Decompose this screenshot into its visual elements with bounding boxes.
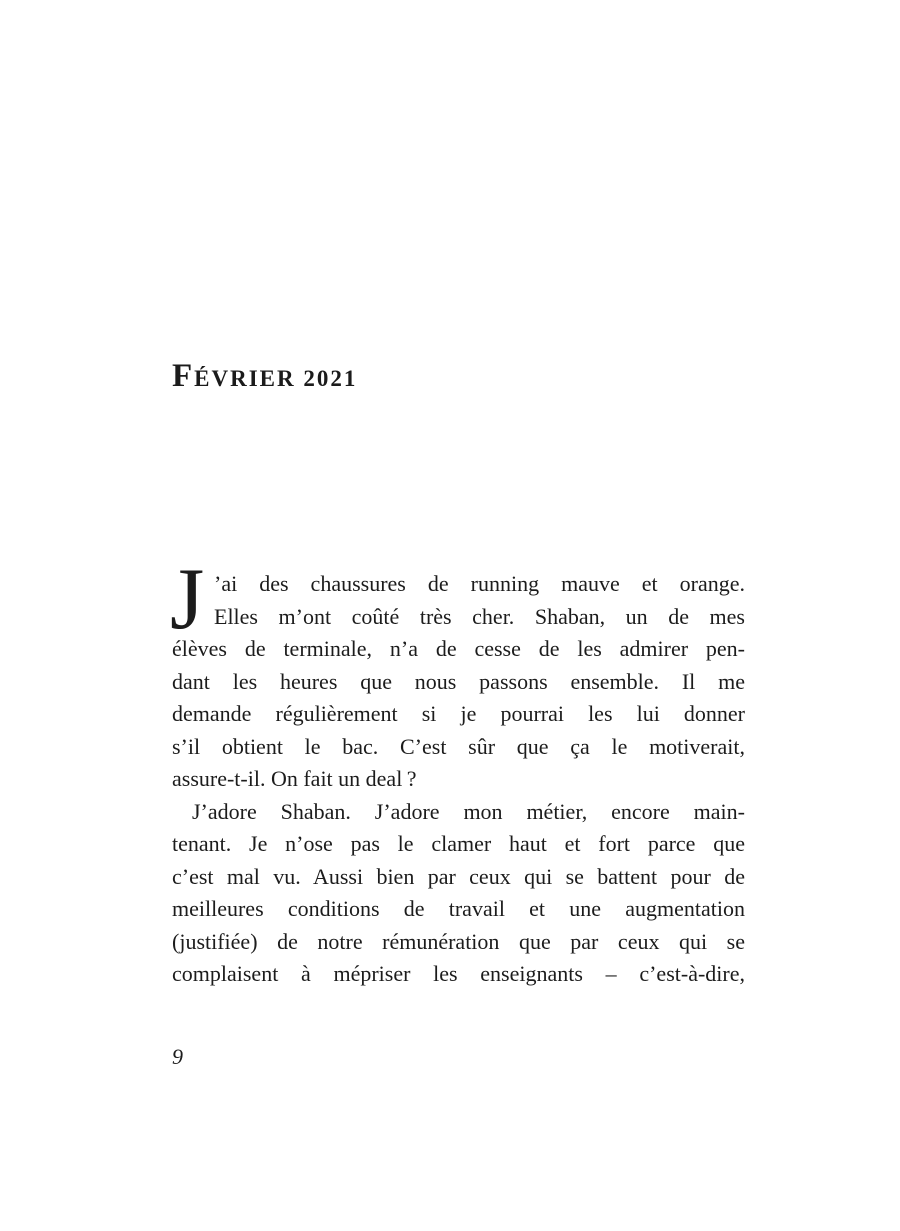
- text-line: J’adore Shaban. J’adore mon métier, encore main-: [192, 798, 745, 824]
- text-line: complaisent à mépriser les enseignants – c’est-à-dire,: [172, 961, 745, 986]
- text-line: tenant. Je n’ose pas le clamer haut et fort parce que: [172, 831, 745, 856]
- chapter-heading-rest: ÉVRIER 2021: [194, 366, 358, 391]
- paragraph: [170, 551, 745, 796]
- text-line: (justifiée) de notre rémunération que par ceux qui se: [172, 928, 745, 954]
- text-line: Elles m’ont coûté très cher. Shaban, un de mes: [214, 603, 745, 629]
- text-line: ’ai des chaussures de running mauve et orange.: [214, 571, 745, 596]
- drop-cap-glyph: J: [170, 551, 205, 648]
- body-text: [170, 551, 745, 991]
- page-number: 9: [172, 1044, 183, 1069]
- text-line: élèves de terminale, n’a de cesse de les admirer pen-: [172, 636, 745, 661]
- drop-cap: [170, 551, 214, 648]
- text-line: meilleures conditions de travail et une augmentation: [172, 896, 745, 921]
- text-line: demande régulièrement si je pourrai les lui donner: [172, 701, 745, 726]
- chapter-heading-initial: F: [172, 358, 195, 394]
- paragraph: [172, 796, 745, 991]
- text-line: c’est mal vu. Aussi bien par ceux qui se battent pour de: [172, 863, 745, 889]
- text-line: dant les heures que nous passons ensemble. Il me: [172, 668, 745, 694]
- chapter-heading: [172, 360, 357, 393]
- text-line: s’il obtient le bac. C’est sûr que ça le motiverait,: [172, 733, 745, 759]
- text-line: assure-t-il. On fait un deal ?: [172, 766, 417, 791]
